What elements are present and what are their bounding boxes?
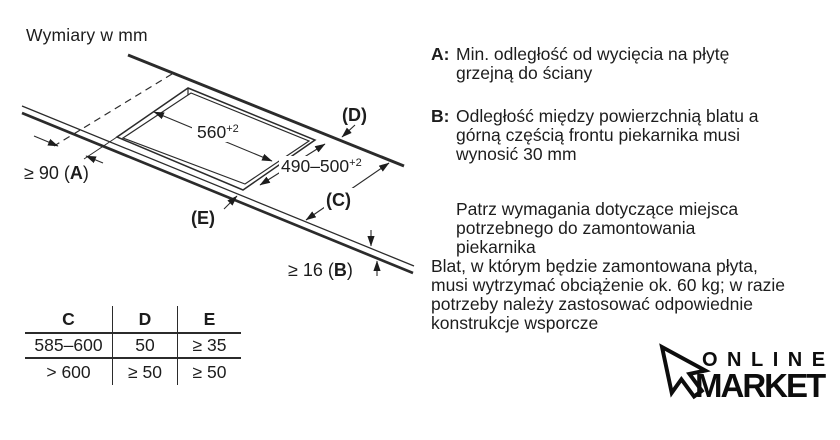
- note-line: potrzeby należy zastosować odpowiednie: [431, 294, 753, 314]
- dim-b-label: ≥ 16 (B): [288, 260, 353, 280]
- note-line: konstrukcje wsporcze: [431, 313, 599, 333]
- note-line: potrzebnego do zamontowania: [456, 218, 696, 238]
- note-b-text: [456, 107, 759, 164]
- dim-c-label: (C): [326, 190, 351, 210]
- dim-e-label: (E): [191, 208, 216, 228]
- note-load-capacity: [431, 257, 833, 333]
- table-cell: > 600: [46, 361, 91, 382]
- note-line: Blat, w którym będzie zamontowana płyta,: [431, 256, 758, 276]
- note-b-label: B:: [431, 106, 450, 126]
- table-header-d: D: [112, 306, 177, 334]
- note-line: Patrz wymagania dotyczące miejsca: [456, 199, 739, 219]
- page-title: Wymiary w mm: [26, 25, 148, 45]
- notes-column: [431, 45, 833, 333]
- dim-depth-label: $490-500^{+2}$: [281, 156, 362, 176]
- dim-a: [24, 136, 103, 183]
- wall-reference-dashed-line: [54, 74, 172, 146]
- dim-e: [191, 196, 237, 228]
- note-a-label: A:: [431, 44, 450, 64]
- table-cell: 50: [112, 334, 177, 359]
- dim-b: [288, 230, 377, 280]
- online-market-logo: [650, 336, 835, 426]
- table-header-e: E: [177, 306, 241, 334]
- dim-d-label: (D): [342, 105, 367, 125]
- note-see-requirements: [431, 200, 833, 257]
- dim-depth-arrow: [260, 144, 375, 185]
- dim-width-label: $560^{+2}$: [197, 122, 239, 142]
- dimensions-table: [25, 306, 241, 385]
- logo-word-online: ONLINE: [702, 349, 835, 371]
- note-a-text: [456, 45, 729, 83]
- note-line: górną częścią frontu piekarnika musi: [456, 125, 741, 145]
- table-cell: ≥ 50: [177, 359, 241, 385]
- note-line: Odległość między powierzchnią blatu a: [456, 106, 759, 126]
- logo-word-market: MARKET: [695, 367, 825, 404]
- note-line: grzejną do ściany: [456, 63, 593, 83]
- dim-a-label: ≥ 90 (A): [24, 163, 89, 183]
- table-header-c: C: [25, 306, 112, 334]
- note-line: Min. odległość od wycięcia na płytę: [456, 44, 730, 64]
- table-cell: ≥ 35: [177, 334, 241, 359]
- note-a: [431, 45, 833, 83]
- table-cell: ≥ 50: [112, 359, 177, 385]
- dim-d: [342, 105, 367, 137]
- note-line: musi wytrzymać obciążenie ok. 60 kg; w razie: [431, 275, 786, 295]
- installation-diagram: [0, 0, 430, 300]
- note-b: [431, 107, 833, 164]
- table-cell: 585–600: [25, 334, 112, 359]
- note-line: piekarnika: [456, 237, 536, 257]
- note-line: wynosić 30 mm: [456, 144, 577, 164]
